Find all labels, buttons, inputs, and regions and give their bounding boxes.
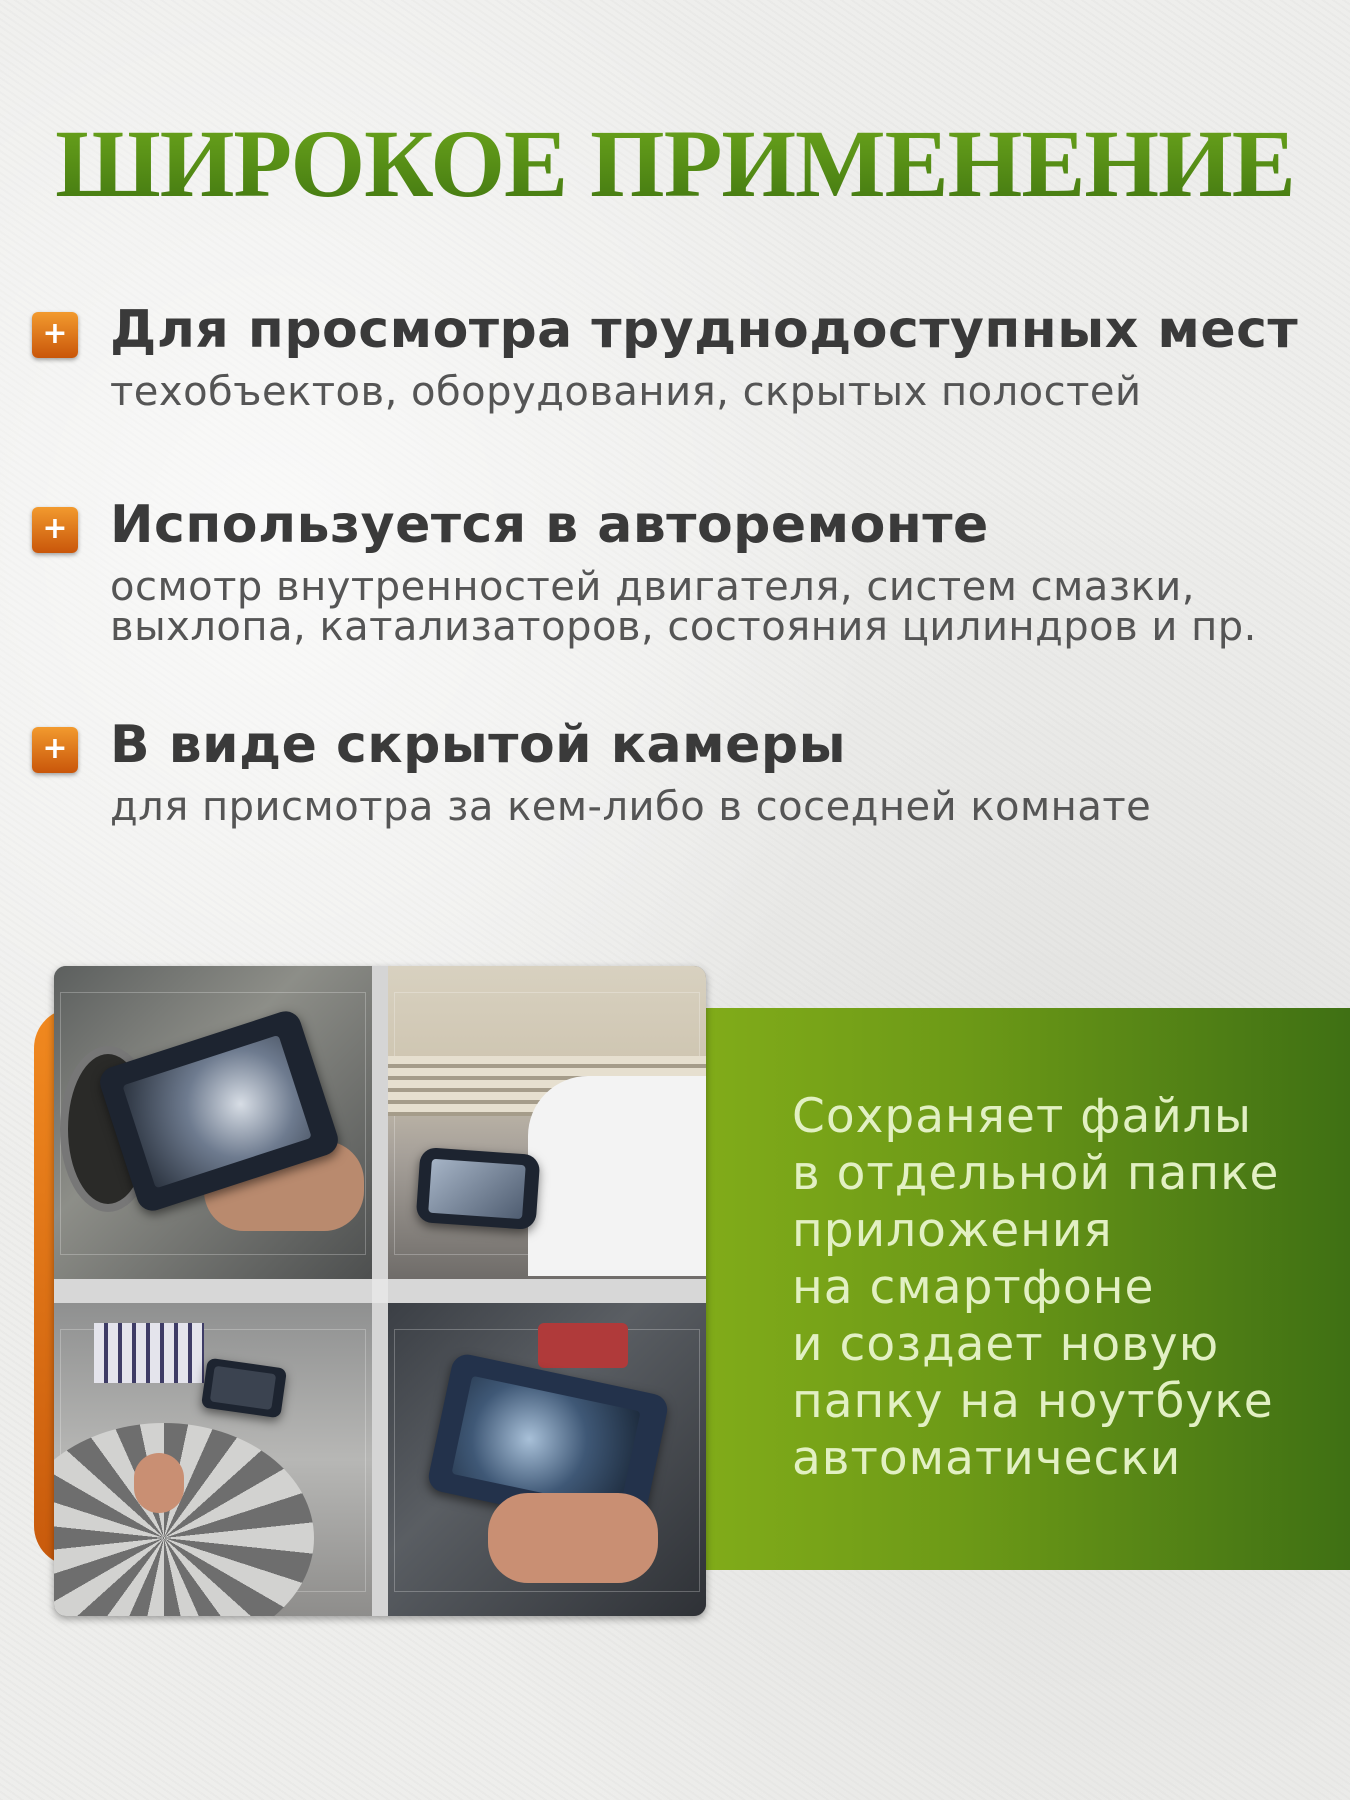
white-sleeve [528, 1076, 706, 1276]
phone-screen [122, 1035, 311, 1188]
feature-heading: Используется в авторемонте [110, 495, 989, 555]
phone-screen [428, 1158, 525, 1218]
phone-screen [451, 1375, 640, 1509]
striped-sleeve [94, 1323, 204, 1383]
panel-text-line: папку на ноутбуке [792, 1374, 1274, 1429]
photo-grid [54, 966, 706, 1616]
feature-description-line: для присмотра за кем-либо в соседней комнате [110, 784, 1152, 830]
smartphone [416, 1147, 541, 1230]
feature-description [110, 784, 1152, 830]
engine-part-red [538, 1323, 628, 1368]
panel-text-line: автоматически [792, 1431, 1182, 1486]
feature-description-line: осмотр внутренностей двигателя, систем смазки, [110, 564, 1195, 610]
plus-icon: + [32, 727, 78, 773]
plus-icon: + [32, 507, 78, 553]
photo-inspecting-drain [54, 966, 372, 1279]
hand [134, 1453, 184, 1513]
feature-heading: Для просмотра труднодоступных мест [110, 300, 1299, 360]
panel-text-line: приложения [792, 1203, 1113, 1258]
panel-text [792, 1088, 1332, 1487]
photo-inspecting-vent [388, 966, 706, 1279]
feature-description-line: выхлопа, катализаторов, состояния цилиндров и пр. [110, 604, 1257, 650]
panel-text-line: Сохраняет файлы [792, 1089, 1252, 1144]
plus-icon: + [32, 312, 78, 358]
grid-divider-vertical [372, 966, 388, 1616]
panel-text-line: и создает новую [792, 1317, 1220, 1372]
panel-text-line: в отдельной папке [792, 1146, 1280, 1201]
feature-description [110, 564, 1257, 650]
hand [488, 1493, 658, 1583]
photo-inspecting-manhole [54, 1303, 372, 1616]
feature-description [110, 369, 1142, 415]
page-title: ШИРОКОЕ ПРИМЕНЕНИЕ [0, 108, 1350, 219]
panel-text-line: на смартфоне [792, 1260, 1155, 1315]
feature-description-line: техобъектов, оборудования, скрытых полостей [110, 369, 1142, 415]
feature-heading: В виде скрытой камеры [110, 715, 847, 775]
phone-screen [210, 1366, 277, 1410]
photo-inspecting-engine [388, 1303, 706, 1616]
